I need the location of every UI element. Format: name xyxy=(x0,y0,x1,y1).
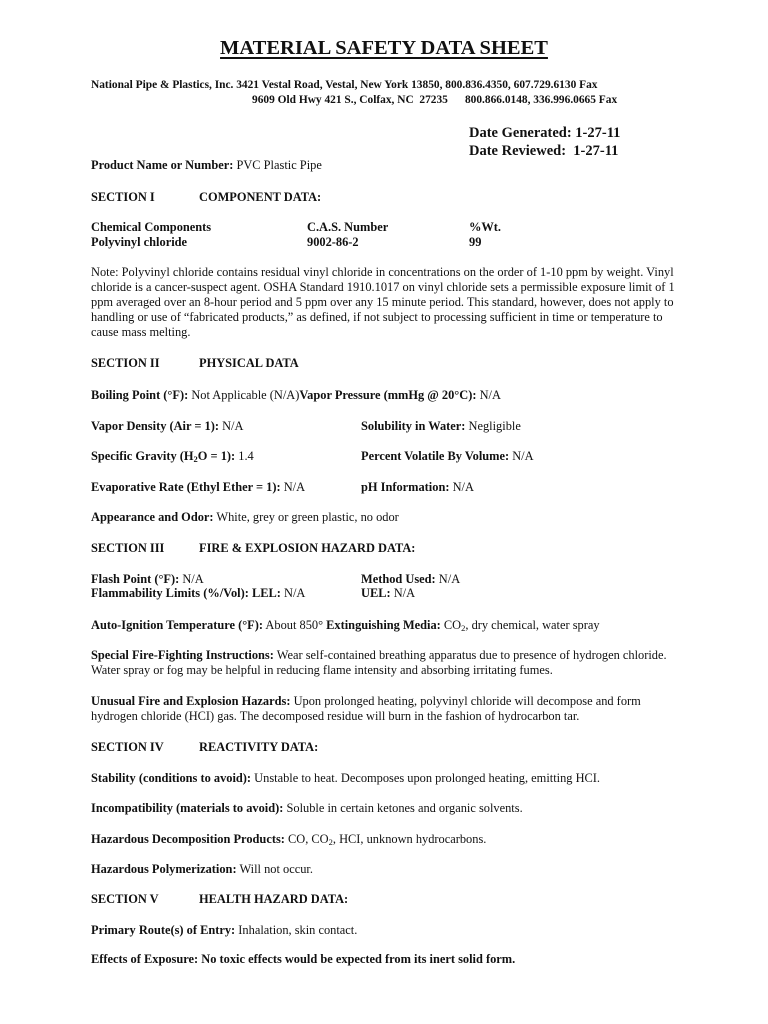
specific-gravity-value: 1.4 xyxy=(238,449,254,463)
special-fire-fighting-label: Special Fire-Fighting Instructions: xyxy=(91,648,274,662)
specific-gravity-row xyxy=(91,449,254,464)
component-name: Polyvinyl chloride xyxy=(91,235,188,249)
unusual-hazards-label: Unusual Fire and Explosion Hazards: xyxy=(91,694,291,708)
vapor-pressure-value: N/A xyxy=(479,388,501,402)
stability-label: Stability (conditions to avoid): xyxy=(91,771,252,785)
stability-row xyxy=(91,771,600,786)
section-title: COMPONENT DATA: xyxy=(199,190,322,204)
company-address-line-1: National Pipe & Plastics, Inc. 3421 Vestal Road, Vestal, New York 13850, 800.836.4350, 607.729.6130 Fax xyxy=(91,79,598,91)
effects-of-exposure-row xyxy=(91,952,515,967)
product-label: Product Name or Number: xyxy=(91,158,234,172)
effects-of-exposure-value: No toxic effects would be expected from its inert solid form. xyxy=(201,952,516,966)
document-title: MATERIAL SAFETY DATA SHEET xyxy=(220,37,548,59)
flash-point-label: Flash Point (°F): xyxy=(91,572,180,586)
route-of-entry-value: Inhalation, skin contact. xyxy=(238,923,358,937)
auto-ignition-row xyxy=(91,618,600,633)
method-used-row xyxy=(361,572,460,587)
decomposition-value: CO, $CO_2$, HCI, unknown hydrocarbons. xyxy=(288,832,487,847)
vapor-pressure-label: Vapor Pressure (mmHg @ 20°C): xyxy=(299,388,477,402)
component-weight: 99 xyxy=(469,235,482,249)
polymerization-value: Will not occur. xyxy=(239,862,313,876)
vapor-density-row xyxy=(91,419,243,434)
uel-label: UEL: xyxy=(361,586,391,600)
evaporative-rate-row xyxy=(91,480,305,495)
flash-point-value: N/A xyxy=(182,572,204,586)
date-generated: Date Generated: 1-27-11 xyxy=(469,125,621,141)
component-cas: 9002-86-2 xyxy=(307,235,359,249)
evaporative-rate-label: Evaporative Rate (Ethyl Ether = 1): xyxy=(91,480,281,494)
unusual-hazards-value: Upon prolonged heating, polyvinyl chloride will decompose and form hydrogen chloride (HCI) gas. The decomposed residue will burn in the fashion of hydrocarbon tar. xyxy=(91,694,641,723)
section-3-heading xyxy=(91,541,415,556)
component-header-name: Chemical Components xyxy=(91,220,212,234)
polymerization-label: Hazardous Polymerization: xyxy=(91,862,237,876)
section-title: PHYSICAL DATA xyxy=(199,356,299,370)
appearance-row xyxy=(91,510,399,525)
solubility-value: Negligible xyxy=(468,419,521,433)
ph-value: N/A xyxy=(452,480,474,494)
unusual-hazards xyxy=(91,694,681,724)
section-number: SECTION II xyxy=(91,356,160,370)
boiling-point-value: Not Applicable (N/A) xyxy=(191,388,300,402)
flammability-label: Flammability Limits (%/Vol): LEL: xyxy=(91,586,281,600)
component-note: Note: Polyvinyl chloride contains residual vinyl chloride in concentrations on the order of 1-10 ppm by weight. Vinyl chloride is a cancer-suspect agent. OSHA Standard 1910.1017 on vinyl chloride sets a permissible exposure limit of 1 ppm averaged over an 8-hour period and 5 ppm over any 15 minute period. This standard, however, does not apply to handling or use of “fabricated products,” as defined, if not subject to processing sufficient in time or temperature to cause mass melting. xyxy=(91,265,675,339)
solubility-label: Solubility in Water: xyxy=(361,419,466,433)
appearance-label: Appearance and Odor: xyxy=(91,510,214,524)
incompatibility-label: Incompatibility (materials to avoid): xyxy=(91,801,284,815)
section-title: HEALTH HAZARD DATA: xyxy=(199,892,349,906)
extinguishing-value: $CO_2$, dry chemical, water spray xyxy=(443,618,600,633)
incompatibility-value: Soluble in certain ketones and organic solvents. xyxy=(286,801,523,815)
date-reviewed: Date Reviewed: 1-27-11 xyxy=(469,143,619,159)
section-number: SECTION IV xyxy=(91,740,164,754)
component-header-weight: %Wt. xyxy=(469,220,502,234)
incompatibility-row xyxy=(91,801,523,816)
percent-volatile-label: Percent Volatile By Volume: xyxy=(361,449,510,463)
product-line xyxy=(91,158,322,173)
vapor-density-value: N/A xyxy=(222,419,244,433)
flammability-row xyxy=(91,586,305,601)
section-4-heading xyxy=(91,740,318,755)
section-2-heading xyxy=(91,356,299,371)
product-value: PVC Plastic Pipe xyxy=(236,158,322,172)
special-fire-fighting xyxy=(91,648,681,678)
extinguishing-label: Extinguishing Media: xyxy=(326,618,441,632)
decomposition-label: Hazardous Decomposition Products: xyxy=(91,832,285,846)
effects-of-exposure-label: Effects of Exposure: xyxy=(91,952,199,966)
section-title: REACTIVITY DATA: xyxy=(199,740,319,754)
section-number: SECTION III xyxy=(91,541,165,555)
polymerization-row xyxy=(91,862,313,877)
boiling-point-row xyxy=(91,388,501,403)
specific-gravity-label: Specific Gravity $(H_2O = 1)$: xyxy=(91,449,236,464)
component-header-cas: C.A.S. Number xyxy=(307,220,389,234)
special-fire-fighting-value: Wear self-contained breathing apparatus due to presence of hydrogen chloride. Water spray or fog may be helpful in reducing flame intensity and absorbing irritating fumes. xyxy=(91,648,667,677)
boiling-point-label: Boiling Point (°F): xyxy=(91,388,189,402)
section-number: SECTION V xyxy=(91,892,159,906)
appearance-value: White, grey or green plastic, no odor xyxy=(216,510,399,524)
ph-label: pH Information: xyxy=(361,480,450,494)
ph-row xyxy=(361,480,474,495)
route-of-entry-label: Primary Route(s) of Entry: xyxy=(91,923,236,937)
route-of-entry-row xyxy=(91,923,357,938)
evaporative-rate-value: N/A xyxy=(283,480,306,494)
percent-volatile-row xyxy=(361,449,534,464)
auto-ignition-label: Auto-Ignition Temperature (°F): xyxy=(91,618,263,632)
uel-value: N/A xyxy=(393,586,416,600)
method-used-value: N/A xyxy=(438,572,461,586)
method-used-label: Method Used: xyxy=(361,572,436,586)
vapor-density-label: Vapor Density (Air = 1): xyxy=(91,419,219,433)
stability-value: Unstable to heat. Decomposes upon prolonged heating, emitting HCI. xyxy=(254,771,601,785)
decomposition-row xyxy=(91,832,486,847)
section-1-heading xyxy=(91,190,321,205)
section-title: FIRE & EXPLOSION HAZARD DATA: xyxy=(199,541,416,555)
uel-row xyxy=(361,586,415,601)
company-address-line-2: 9609 Old Hwy 421 S., Colfax, NC 27235 800.866.0148, 336.996.0665 Fax xyxy=(252,94,618,106)
flammability-value: N/A xyxy=(284,586,306,600)
section-5-heading xyxy=(91,892,348,907)
section-number: SECTION I xyxy=(91,190,155,204)
percent-volatile-value: N/A xyxy=(512,449,534,463)
flash-point-row xyxy=(91,572,204,587)
solubility-row xyxy=(361,419,521,434)
auto-ignition-value: About 850° xyxy=(265,618,324,632)
